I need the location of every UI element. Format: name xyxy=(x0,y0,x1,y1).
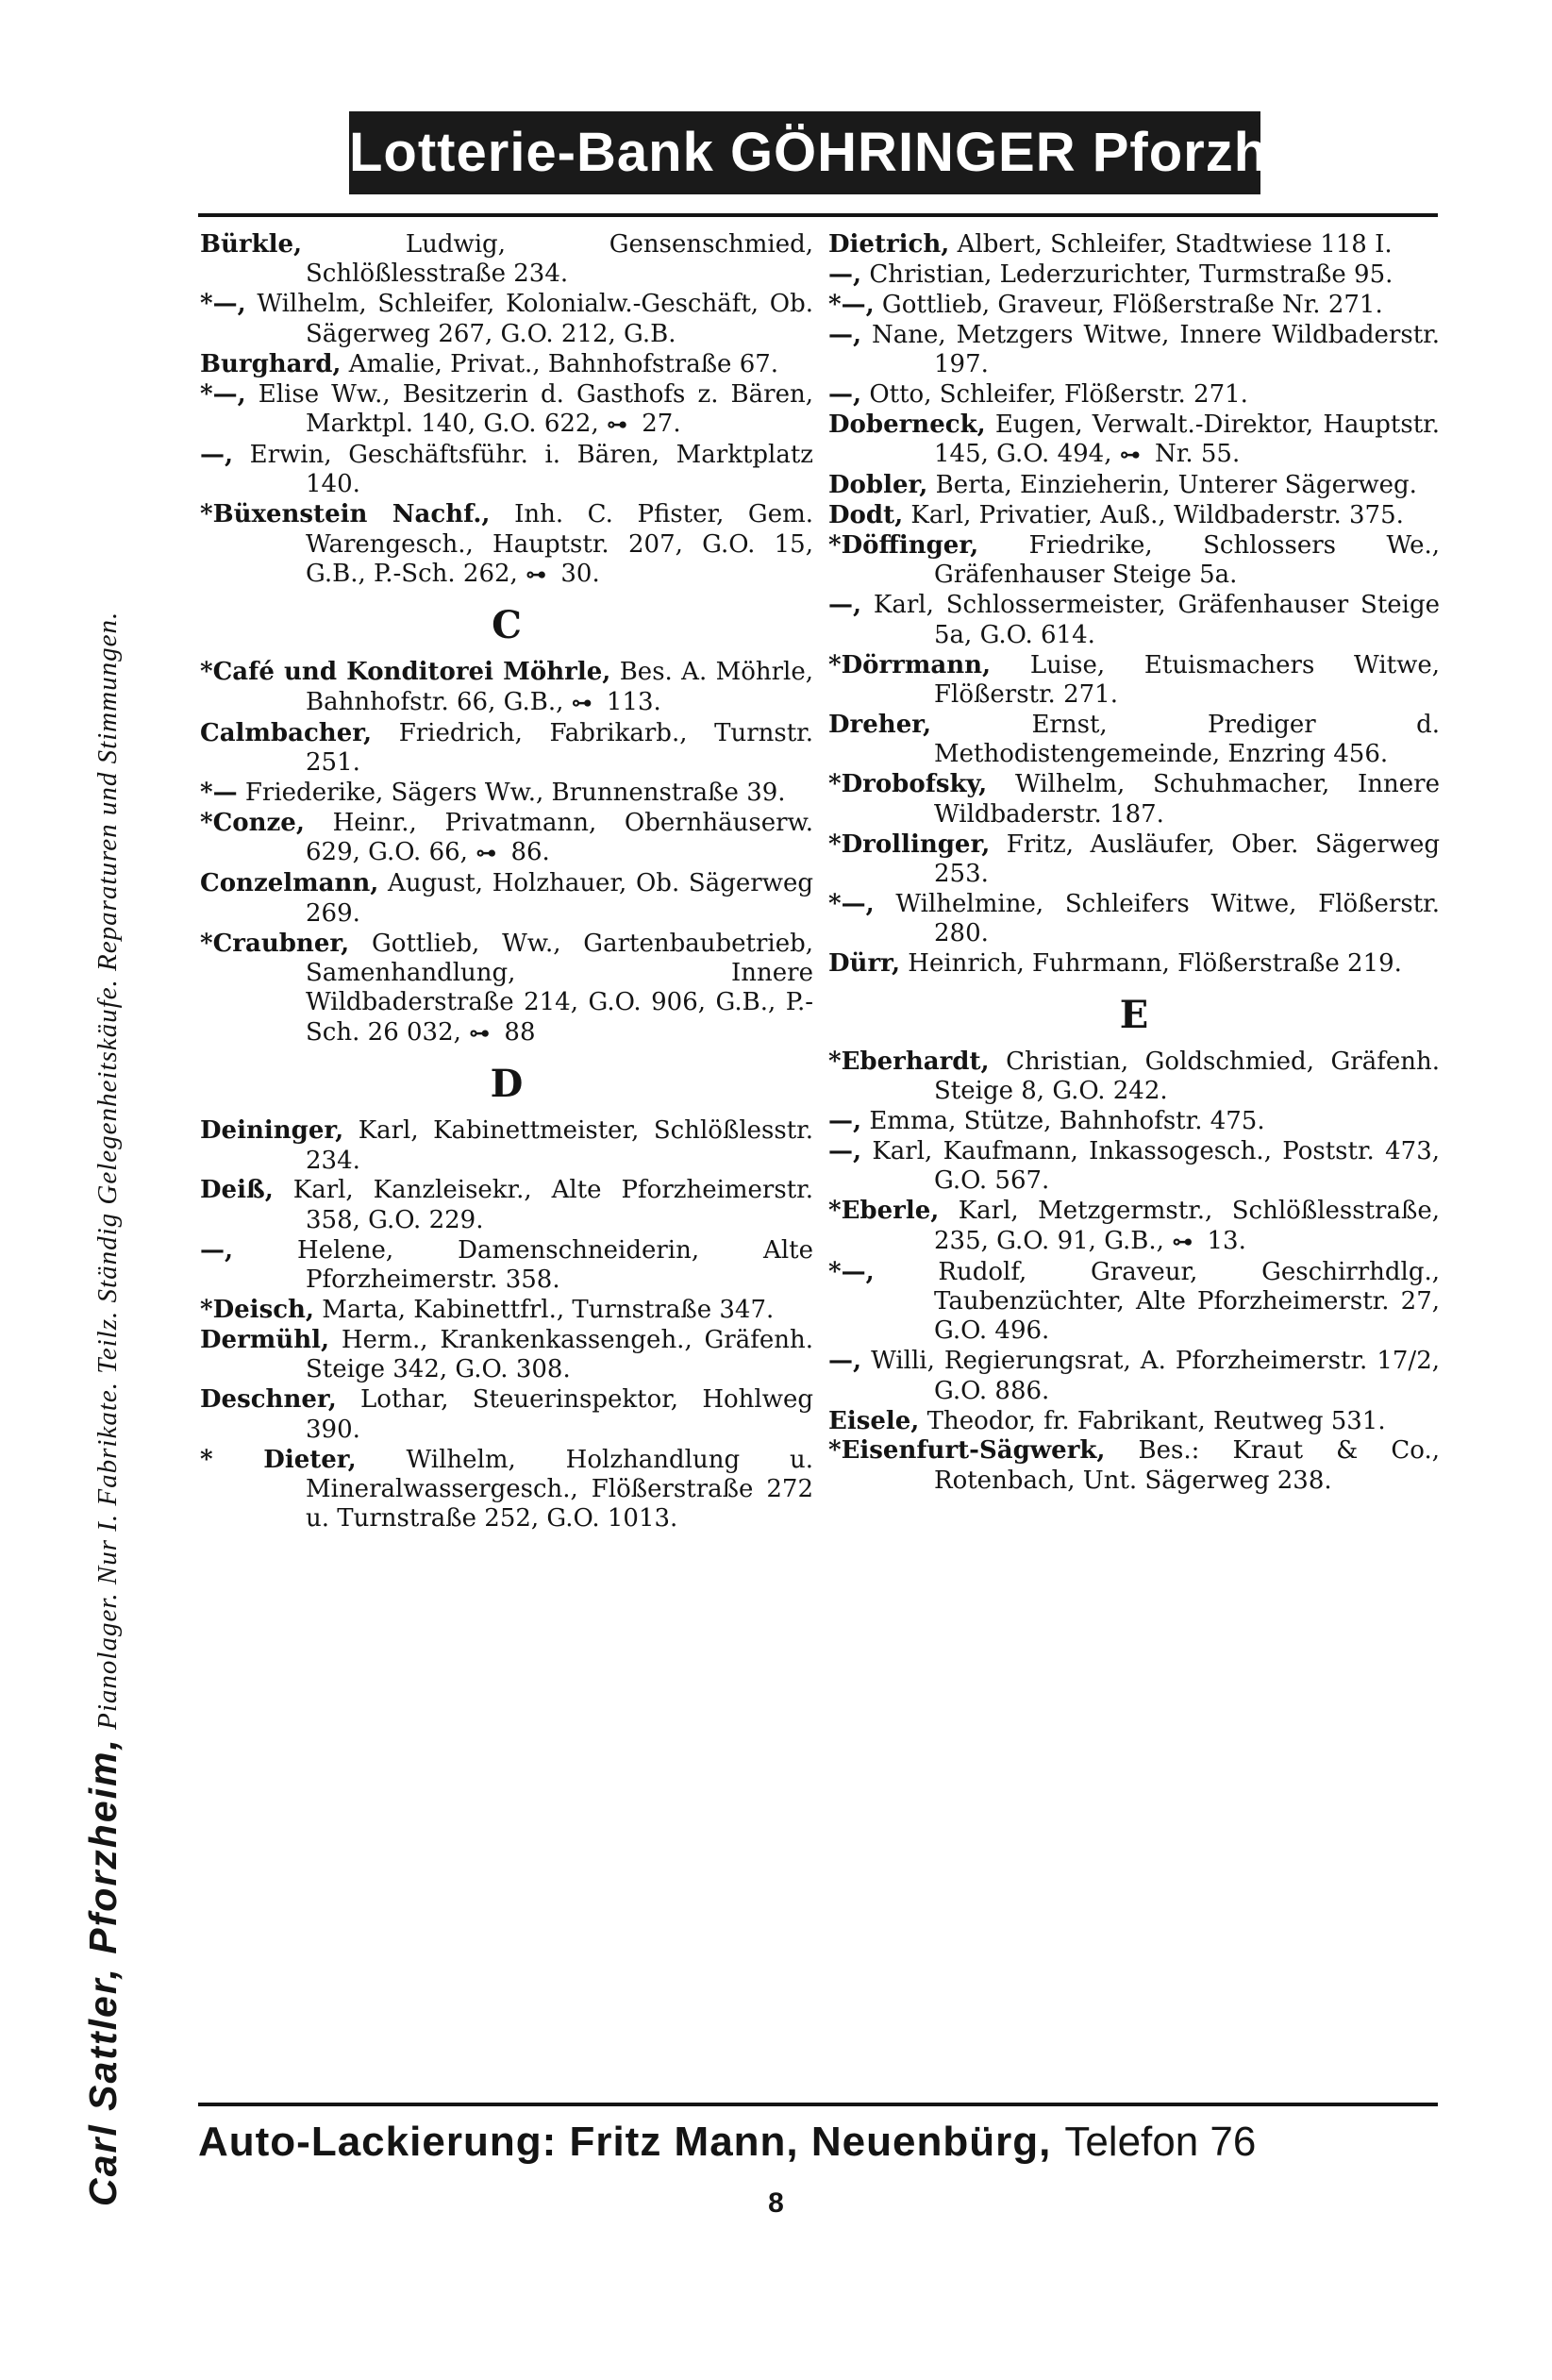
bottom-advertisement xyxy=(198,2114,1438,2170)
telephone-icon: ⊶ xyxy=(1172,1230,1191,1254)
entry-name: Bürkle, xyxy=(200,230,303,259)
entry-details: Erwin, Geschäftsführ. i. Bären, Marktplatz 140. xyxy=(233,440,813,499)
directory-entry xyxy=(200,290,813,349)
entry-details: Ludwig, Gensenschmied, Schlößlesstraße 234. xyxy=(302,230,813,289)
directory-entry xyxy=(200,719,813,779)
entry-details: Friederike, Sägers Ww., Brunnenstraße 39. xyxy=(237,779,786,807)
telephone-number: 86. xyxy=(503,838,550,867)
directory-entry xyxy=(200,1296,813,1325)
directory-entry xyxy=(200,380,813,441)
side-ad-text: Pianolager. Nur I. Fabrikate. Teilz. Ständig Gelegenheitskäufe. Reparaturen und Stimmungen. xyxy=(92,611,123,1730)
telephone-icon: ⊶ xyxy=(571,691,590,715)
directory-entry xyxy=(828,591,1440,650)
entry-name: *Drobofsky, xyxy=(828,770,988,799)
entry-details: Herm., Krankenkassengeh., Gräfenh. Steige 342, G.O. 308. xyxy=(306,1326,813,1384)
entry-name: *Conze, xyxy=(200,808,305,837)
directory-entry xyxy=(200,1236,813,1296)
entry-name: *Eberle, xyxy=(828,1197,940,1226)
entry-name: * Dieter, xyxy=(200,1445,357,1474)
entry-details: Rudolf, Graveur, Geschirrhdlg., Taubenzüchter, Alte Pforzheimerstr. 27, G.O. 496. xyxy=(874,1257,1440,1346)
telephone-number: 13. xyxy=(1199,1226,1246,1255)
entry-name: Dietrich, xyxy=(828,230,950,259)
left-column xyxy=(200,230,813,1534)
section-letter: C xyxy=(492,603,522,648)
side-ad-lead: Carl Sattler, Pforzheim, xyxy=(81,1737,125,2206)
directory-entry xyxy=(200,930,813,1049)
directory-entry xyxy=(828,1197,1440,1257)
entry-details: Karl, Schlossermeister, Gräfenhauser Steige 5a, G.O. 614. xyxy=(861,591,1440,649)
entry-details: Karl, Kanzleisekr., Alte Pforzheimerstr. 358, G.O. 229. xyxy=(273,1176,813,1234)
directory-entry xyxy=(200,809,813,869)
entry-details: Amalie, Privat., Bahnhofstraße 67. xyxy=(341,349,779,378)
entry-details: Nane, Metzgers Witwe, Innere Wildbaderstr. 197. xyxy=(861,320,1440,379)
entry-name: Dobler, xyxy=(828,471,928,500)
bottom-ad-telephone: Telefon 76 xyxy=(1064,2119,1257,2165)
directory-entry xyxy=(828,711,1440,770)
entry-name: *Dörrmann, xyxy=(828,650,992,679)
entry-details: Berta, Einzieherin, Unterer Sägerweg. xyxy=(927,471,1417,500)
entry-name: Deschner, xyxy=(200,1385,337,1415)
entry-details: Karl, Metzgermstr., Schlößlesstraße, 235, G.O. 91, G.B., xyxy=(934,1197,1440,1255)
section-letter: D xyxy=(490,1062,524,1107)
entry-details: Otto, Schleifer, Flößerstr. 271. xyxy=(861,380,1248,410)
entry-name: Dermühl, xyxy=(200,1326,330,1354)
entry-name: Conzelmann, xyxy=(200,869,379,898)
entry-details: Karl, Privatier, Auß., Wildbaderstr. 375. xyxy=(903,501,1404,530)
telephone-number: 27. xyxy=(633,409,681,438)
directory-entry xyxy=(828,651,1440,711)
directory-entry xyxy=(200,1385,813,1445)
entry-name: *Café und Konditorei Möhrle, xyxy=(200,658,611,687)
bottom-ad-main: Auto-Lackierung: Fritz Mann, Neuenbürg, xyxy=(198,2119,1052,2165)
directory-entry xyxy=(828,1407,1440,1436)
directory-entry xyxy=(828,380,1440,410)
directory-entry xyxy=(200,1116,813,1176)
directory-entry xyxy=(828,531,1440,591)
directory-entry xyxy=(200,1326,813,1385)
entry-details: Inh. C. Pfister, Gem. Warengesch., Hauptstr. 207, G.O. 15, G.B., P.-Sch. 262, xyxy=(306,500,814,588)
section-letter: E xyxy=(1119,992,1149,1037)
entry-details: Gottlieb, Ww., Gartenbaubetrieb, Samenhandlung, Innere Wildbaderstraße 214, G.O. 906, G.B., P.-Sch. 26 032, xyxy=(306,929,813,1047)
entry-details: Wilhelmine, Schleifers Witwe, Flößerstr. 280. xyxy=(874,889,1440,948)
telephone-icon: ⊶ xyxy=(526,562,544,587)
right-column xyxy=(828,230,1440,1497)
directory-entry xyxy=(828,770,1440,830)
entry-name: *—, xyxy=(828,889,875,918)
directory-entry xyxy=(828,291,1440,320)
directory-entry xyxy=(828,890,1440,949)
entry-details: Gottlieb, Graveur, Flößerstraße Nr. 271. xyxy=(874,290,1383,319)
entry-details: Friedrich, Fabrikarb., Turnstr. 251. xyxy=(306,718,813,778)
top-banner: Lotterie-Bank GÖHRINGER Pforzheim xyxy=(349,111,1260,194)
directory-entry xyxy=(828,1258,1440,1347)
entry-name: —, xyxy=(828,1106,862,1135)
entry-name: *Drollinger, xyxy=(828,830,991,859)
entry-details: Elise Ww., Besitzerin d. Gasthofs z. Bären, Marktpl. 140, G.O. 622, xyxy=(245,379,813,438)
entry-name: Dodt, xyxy=(828,501,904,530)
entry-details: Marta, Kabinettfrl., Turnstraße 347. xyxy=(314,1296,775,1325)
directory-entry xyxy=(200,1446,813,1534)
entry-details: Wilhelm, Schuhmacher, Innere Wildbaderstr. 187. xyxy=(934,770,1440,829)
entry-name: Burghard, xyxy=(200,349,342,378)
entry-name: *—, xyxy=(828,290,875,319)
telephone-number: 88 xyxy=(496,1017,536,1047)
directory-entry xyxy=(828,260,1440,290)
directory-entry xyxy=(828,1137,1440,1197)
entry-name: —, xyxy=(828,1347,862,1376)
entry-name: *Eisenfurt-Sägwerk, xyxy=(828,1436,1106,1466)
directory-entry xyxy=(828,949,1440,979)
directory-entry xyxy=(828,1436,1440,1496)
entry-details: Wilhelm, Holzhandlung u. Mineralwassergesch., Flößerstraße 272 u. Turnstraße 252, G.O. 1013. xyxy=(306,1445,813,1534)
directory-entry xyxy=(200,869,813,929)
directory-entry xyxy=(200,500,813,590)
entry-details: Emma, Stütze, Bahnhofstr. 475. xyxy=(861,1106,1265,1135)
entry-details: Theodor, fr. Fabrikant, Reutweg 531. xyxy=(919,1406,1386,1435)
entry-name: —, xyxy=(828,591,862,620)
entry-details: Albert, Schleifer, Stadtwiese 118 I. xyxy=(949,230,1393,259)
directory-entry xyxy=(200,441,813,500)
entry-name: —, xyxy=(828,380,862,410)
telephone-number: 113. xyxy=(598,687,661,716)
entry-details: Christian, Goldschmied, Gräfenh. Steige 8, G.O. 242. xyxy=(934,1047,1440,1106)
telephone-number: 30. xyxy=(553,559,600,588)
directory-entry xyxy=(828,230,1440,260)
entry-name: Dreher, xyxy=(828,711,932,739)
entry-details: Karl, Kaufmann, Inkassogesch., Poststr. 473, G.O. 567. xyxy=(861,1136,1440,1196)
entry-name: —, xyxy=(200,440,234,469)
telephone-icon: ⊶ xyxy=(469,1021,488,1046)
entry-details: Lothar, Steuerinspektor, Hohlweg 390. xyxy=(306,1385,813,1444)
entry-name: —, xyxy=(200,1235,234,1265)
entry-details: Karl, Kabinettmeister, Schlößlesstr. 234. xyxy=(306,1116,813,1175)
directory-entry xyxy=(828,1107,1440,1136)
directory-entry xyxy=(828,411,1440,471)
telephone-icon: ⊶ xyxy=(1119,444,1138,468)
side-advertisement xyxy=(81,55,125,2206)
directory-entry xyxy=(828,830,1440,890)
entry-details: Bes.: Kraut & Co., Rotenbach, Unt. Sägerweg 238. xyxy=(934,1436,1440,1495)
entry-name: *Eberhardt, xyxy=(828,1047,990,1076)
top-rule xyxy=(198,213,1438,217)
telephone-icon: ⊶ xyxy=(606,412,625,437)
entry-details: Bes. A. Möhrle, Bahnhofstr. 66, G.B., xyxy=(306,658,814,716)
entry-name: *— xyxy=(200,779,238,807)
telephone-number: Nr. 55. xyxy=(1146,440,1241,469)
entry-details: Friedrike, Schlossers We., Gräfenhauser Steige 5a. xyxy=(934,531,1440,590)
entry-name: Dürr, xyxy=(828,949,901,979)
directory-entry xyxy=(200,779,813,808)
directory-entry xyxy=(828,1048,1440,1107)
entry-details: Eugen, Verwalt.-Direktor, Hauptstr. 145, G.O. 494, xyxy=(934,410,1440,469)
directory-entry xyxy=(828,471,1440,500)
entry-name: Deininger, xyxy=(200,1116,344,1146)
entry-details: August, Holzhauer, Ob. Sägerweg 269. xyxy=(306,869,813,928)
entry-details: Fritz, Ausläufer, Ober. Sägerweg 253. xyxy=(934,830,1440,889)
directory-entry xyxy=(200,230,813,290)
entry-name: *Craubner, xyxy=(200,929,350,958)
directory-entry xyxy=(828,1347,1440,1406)
entry-details: Luise, Etuismachers Witwe, Flößerstr. 271. xyxy=(934,650,1440,710)
directory-entry xyxy=(200,658,813,718)
directory-entry xyxy=(828,501,1440,530)
entry-details: Willi, Regierungsrat, A. Pforzheimerstr. 17/2, G.O. 886. xyxy=(861,1347,1440,1405)
directory-entry xyxy=(200,1176,813,1235)
entry-name: Calmbacher, xyxy=(200,718,373,747)
telephone-icon: ⊶ xyxy=(476,842,494,866)
bottom-rule xyxy=(198,2103,1438,2106)
entry-name: Eisele, xyxy=(828,1406,920,1435)
entry-name: Doberneck, xyxy=(828,410,986,439)
entry-details: Heinr., Privatmann, Obernhäuserw. 629, G.O. 66, xyxy=(304,808,813,867)
entry-name: *—, xyxy=(828,1257,875,1286)
entry-details: Ernst, Prediger d. Methodistengemeinde, Enzring 456. xyxy=(931,711,1440,769)
entry-details: Christian, Lederzurichter, Turmstraße 95. xyxy=(861,260,1393,289)
entry-details: Heinrich, Fuhrmann, Flößerstraße 219. xyxy=(900,949,1402,979)
page-number: 8 xyxy=(768,2187,784,2219)
entry-name: *—, xyxy=(200,379,246,409)
entry-name: Deiß, xyxy=(200,1176,274,1205)
entry-name: —, xyxy=(828,1136,862,1165)
entry-details: Wilhelm, Schleifer, Kolonialw.-Geschäft, Ob. Sägerweg 267, G.O. 212, G.B. xyxy=(245,290,813,348)
entry-name: —, xyxy=(828,320,862,349)
entry-name: *Deisch, xyxy=(200,1296,314,1325)
entry-name: *Döffinger, xyxy=(828,531,979,561)
entry-name: *Büxenstein Nachf., xyxy=(200,500,491,529)
directory-entry xyxy=(200,350,813,379)
entry-details: Helene, Damenschneiderin, Alte Pforzheimerstr. 358. xyxy=(233,1235,813,1295)
entry-name: *—, xyxy=(200,290,246,319)
entry-name: —, xyxy=(828,260,862,289)
directory-entry xyxy=(828,321,1440,380)
